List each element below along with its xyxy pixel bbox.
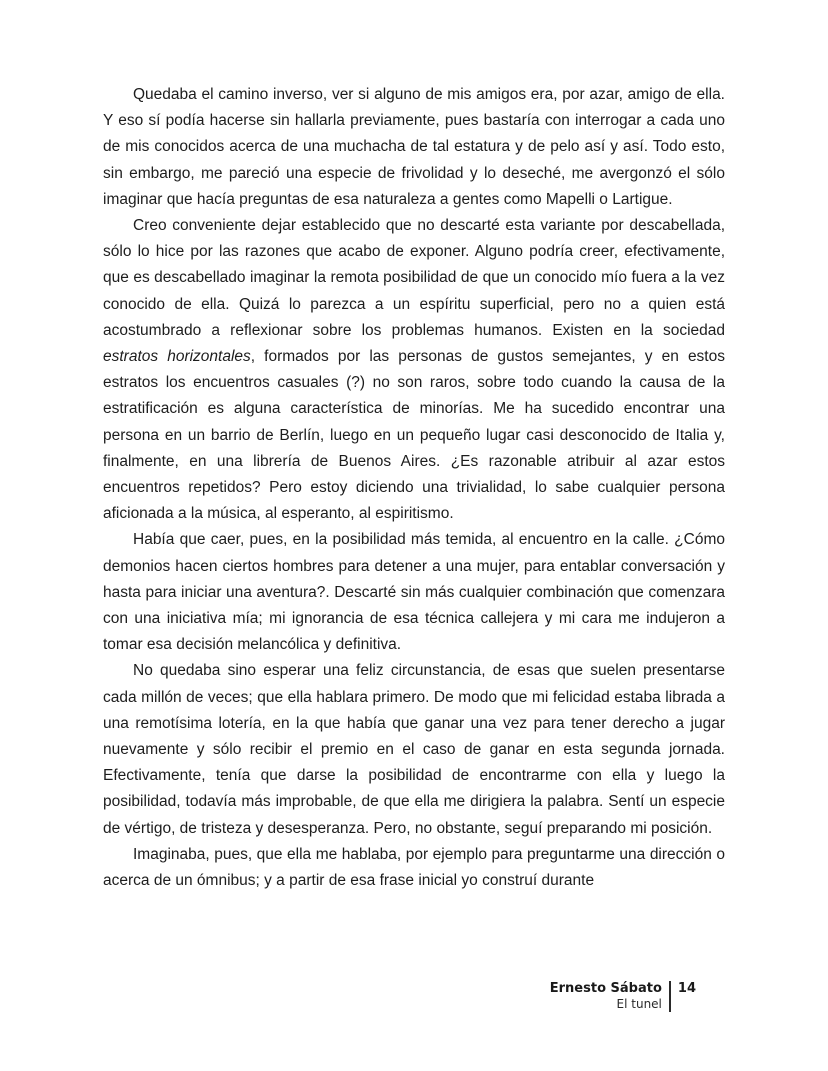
footer-divider-line (669, 981, 671, 1012)
page-footer (550, 981, 696, 1012)
paragraph-2 (103, 213, 725, 527)
paragraph-3-text: Había que caer, pues, en la posibilidad más temida, al encuentro en la calle. ¿Cómo demonios hacen ciertos hombres para detener a una mujer, para entablar conversación y hasta para iniciar una aventura?. Descarté sin más cualquier combinación que comenzara con una iniciativa mía; mi ignorancia de esa técnica callejera y mi cara me indujeron a tomar esa decisión melancólica y definitiva. (103, 531, 725, 654)
paragraph-5-text: Imaginaba, pues, que ella me hablaba, por ejemplo para preguntarme una dirección o acerca de un ómnibus; y a partir de esa frase inicial yo construí durante (103, 845, 725, 890)
paragraph-2-text-after: , formados por las personas de gustos semejantes, y en estos estratos los encuentros casuales (?) no son raros, sobre todo cuando la causa de la estratificación es alguna característica de minorías. Me ha sucedido encontrar una persona en un barrio de Berlín, luego en un pequeño lugar casi desconocido de Italia y, finalmente, en una librería de Buenos Aires. ¿Es razonable atribuir al azar estos encuentros repetidos? Pero estoy diciendo una trivialidad, lo sabe cualquier persona aficionada a la música, al esperanto, al espiritismo. (103, 348, 725, 523)
paragraph-4-text: No quedaba sino esperar una feliz circunstancia, de esas que suelen presentarse cada millón de veces; que ella hablara primero. De modo que mi felicidad estaba librada a una remotísima lotería, en la que había que ganar una vez para tener derecho a jugar nuevamente y sólo recibir el premio en el caso de ganar en esta segunda jornada. Efectivamente, tenía que darse la posibilidad de encontrarme con ella y luego la posibilidad, todavía más improbable, de que ella me dirigiera la palabra. Sentí un especie de vértigo, de tristeza y desesperanza. Pero, no obstante, seguí preparando mi posición. (103, 662, 725, 837)
paragraph-4 (103, 658, 725, 841)
footer-page-number: 14 (677, 981, 696, 996)
paragraph-5 (103, 842, 725, 894)
paragraph-2-text-before: Creo conveniente dejar establecido que no descarté esta variante por descabellada, sólo lo hice por las razones que acabo de exponer. Alguno podría creer, efectivamente, que es descabellado imaginar la remota posibilidad de que un conocido mío fuera a la vez conocido de ella. Quizá lo parezca a un espíritu superficial, pero no a quien está acostumbrado a reflexionar sobre los problemas humanos. Existen en la sociedad (103, 217, 725, 339)
footer-book-title: El tunel (616, 997, 662, 1011)
paragraph-1 (103, 82, 725, 213)
footer-author: Ernesto Sábato (549, 981, 662, 996)
paragraph-1-text: Quedaba el camino inverso, ver si alguno de mis amigos era, por azar, amigo de ella. Y eso sí podía hacerse sin hallarla previamente, pues bastaría con interrogar a cada uno de mis conocidos acerca de una muchacha de tal estatura y de pelo así y así. Todo esto, sin embargo, me pareció una especie de frivolidad y lo deseché, me avergonzó el sólo imaginar que hacía preguntas de esa naturaleza a gentes como Mapelli o Lartigue. (103, 86, 725, 208)
paragraph-3 (103, 527, 725, 658)
footer-left-block (550, 981, 662, 1012)
paragraph-2-italic-phrase: estratos horizontales (103, 348, 251, 366)
body-text (103, 82, 725, 894)
